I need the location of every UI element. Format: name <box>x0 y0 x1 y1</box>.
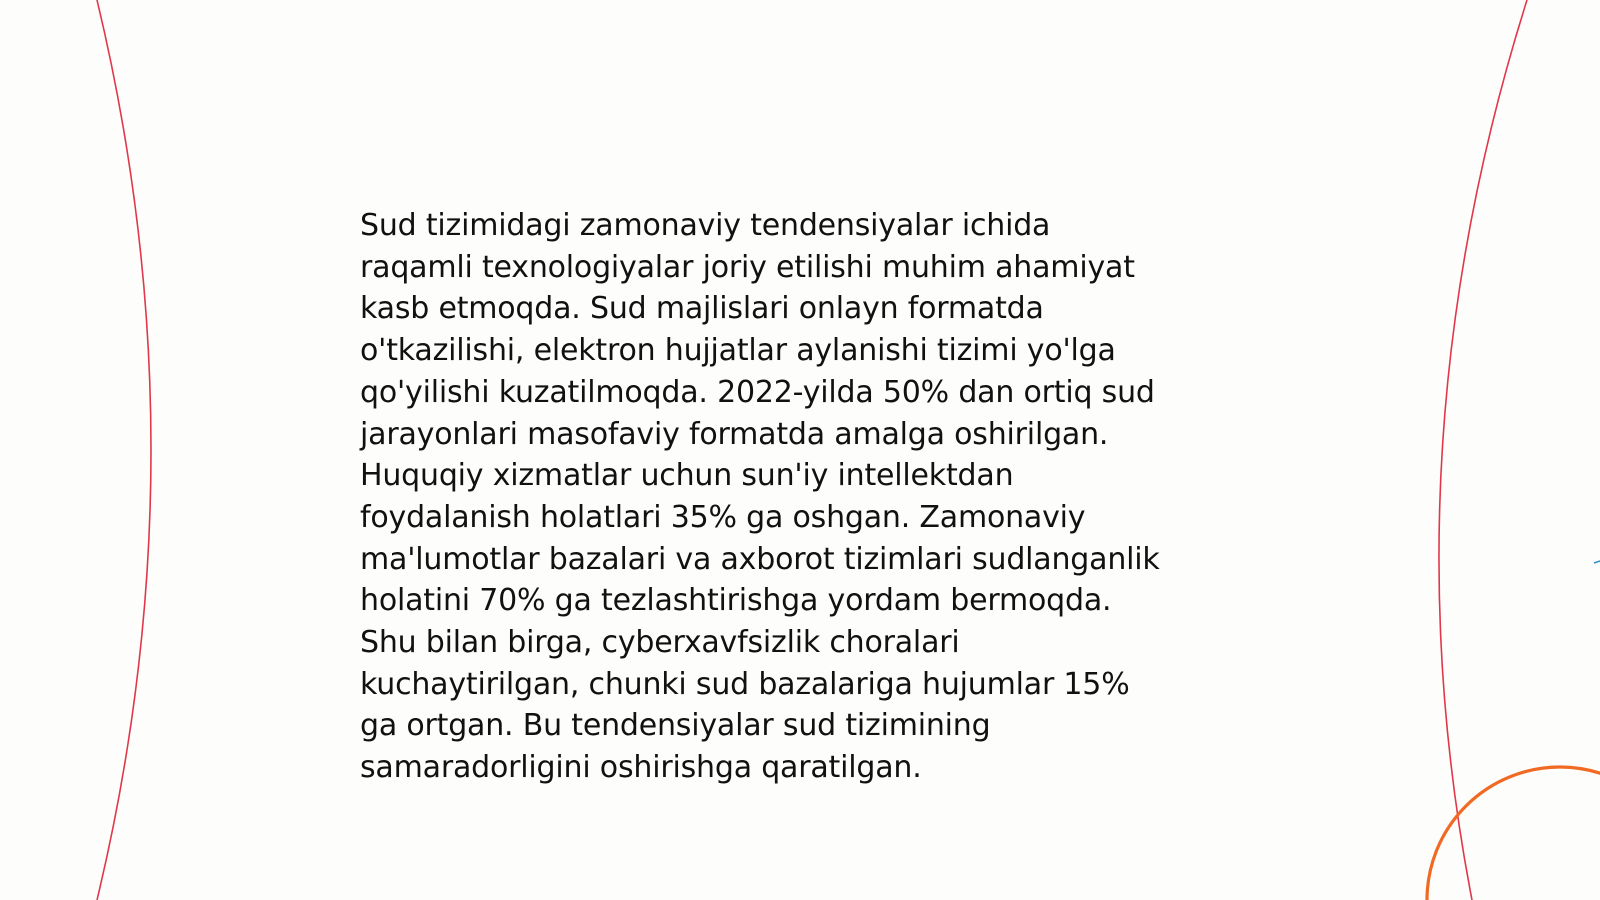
paragraph-line: raqamli texnologiyalar joriy etilishi muhim ahamiyat <box>360 249 1135 285</box>
paragraph-line: kuchaytirilgan, chunki sud bazalariga hujumlar 15% <box>360 666 1130 702</box>
paragraph-line: jarayonlari masofaviy formatda amalga oshirilgan. <box>360 416 1109 452</box>
blue-accent-mark <box>1594 561 1600 563</box>
body-paragraph <box>360 205 1260 789</box>
left-curve-line <box>97 0 151 900</box>
paragraph-line: qo'yilishi kuzatilmoqda. 2022-yilda 50% dan ortiq sud <box>360 374 1155 410</box>
paragraph-line: ma'lumotlar bazalari va axborot tizimlari sudlanganlik <box>360 541 1160 577</box>
paragraph-line: foydalanish holatlari 35% ga oshgan. Zamonaviy <box>360 499 1086 535</box>
paragraph-line: Huquqiy xizmatlar uchun sun'iy intellektdan <box>360 458 1014 494</box>
paragraph-line: kasb etmoqda. Sud majlislari onlayn formatda <box>360 291 1044 327</box>
paragraph-line: holatini 70% ga tezlashtirishga yordam bermoqda. <box>360 583 1112 619</box>
right-curve-line <box>1439 0 1527 900</box>
paragraph-line: Sud tizimidagi zamonaviy tendensiyalar ichida <box>360 208 1051 243</box>
paragraph-line: Shu bilan birga, cyberxavfsizlik choralari <box>360 625 960 661</box>
paragraph-line: ga ortgan. Bu tendensiyalar sud tizimining <box>360 708 991 744</box>
paragraph-line: samaradorligini oshirishga qaratilgan. <box>360 750 922 786</box>
paragraph-line: o'tkazilishi, elektron hujjatlar aylanishi tizimi yo'lga <box>360 333 1116 369</box>
